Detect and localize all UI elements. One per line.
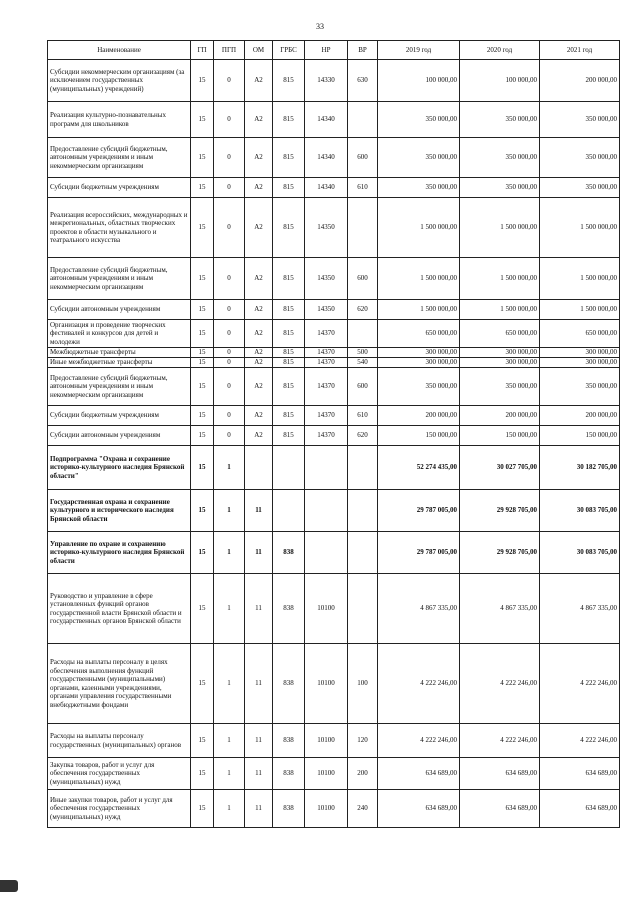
row-grbs: 815 [273, 198, 305, 258]
row-om: 11 [245, 574, 273, 644]
table-row [48, 60, 620, 102]
row-2020: 150 000,00 [460, 426, 540, 446]
row-vr: 240 [348, 790, 378, 828]
row-name: Субсидии бюджетным учреждениям [48, 406, 191, 426]
row-2020: 30 027 705,00 [460, 446, 540, 490]
row-name: Предоставление субсидий бюджетным, автономным учреждениям и иным некоммерческим организациям [48, 138, 191, 178]
row-2021: 1 500 000,00 [540, 198, 620, 258]
table-row [48, 724, 620, 758]
row-2019: 350 000,00 [378, 102, 460, 138]
header-pgp: ПГП [214, 41, 245, 60]
row-vr [348, 102, 378, 138]
row-nr: 14350 [305, 198, 348, 258]
row-grbs: 838 [273, 574, 305, 644]
row-nr: 14350 [305, 300, 348, 320]
header-nr: НР [305, 41, 348, 60]
table-row [48, 358, 620, 368]
row-gp: 15 [191, 198, 214, 258]
row-2021: 200 000,00 [540, 60, 620, 102]
row-name: Организация и проведение творческих фестивалей и конкурсов для детей и молодежи [48, 320, 191, 348]
table-row [48, 102, 620, 138]
row-2020: 350 000,00 [460, 368, 540, 406]
row-pgp: 0 [214, 426, 245, 446]
row-2020: 1 500 000,00 [460, 258, 540, 300]
table-row [48, 574, 620, 644]
row-name: Субсидии бюджетным учреждениям [48, 178, 191, 198]
row-pgp: 0 [214, 368, 245, 406]
row-name: Иные межбюджетные трансферты [48, 358, 191, 368]
row-vr [348, 490, 378, 532]
row-2020: 350 000,00 [460, 102, 540, 138]
row-2020: 4 222 246,00 [460, 644, 540, 724]
row-vr [348, 532, 378, 574]
table-row [48, 790, 620, 828]
row-2021: 4 867 335,00 [540, 574, 620, 644]
row-2019: 634 689,00 [378, 758, 460, 790]
row-name: Субсидии автономным учреждениям [48, 300, 191, 320]
row-pgp: 1 [214, 644, 245, 724]
row-2020: 300 000,00 [460, 348, 540, 358]
row-om: 11 [245, 724, 273, 758]
row-nr: 10100 [305, 790, 348, 828]
row-pgp: 1 [214, 532, 245, 574]
row-name: Иные закупки товаров, работ и услуг для обеспечения государственных (муниципальных) нужд [48, 790, 191, 828]
row-gp: 15 [191, 60, 214, 102]
row-gp: 15 [191, 446, 214, 490]
row-2019: 1 500 000,00 [378, 300, 460, 320]
row-vr: 610 [348, 406, 378, 426]
row-pgp: 1 [214, 574, 245, 644]
row-grbs: 815 [273, 300, 305, 320]
row-vr: 600 [348, 258, 378, 300]
row-nr: 10100 [305, 574, 348, 644]
row-2020: 29 928 705,00 [460, 490, 540, 532]
row-grbs: 815 [273, 358, 305, 368]
header-2021: 2021 год [540, 41, 620, 60]
row-grbs: 815 [273, 258, 305, 300]
row-2020: 300 000,00 [460, 358, 540, 368]
row-name: Предоставление субсидий бюджетным, автономным учреждениям и иным некоммерческим организациям [48, 368, 191, 406]
row-grbs: 838 [273, 532, 305, 574]
row-gp: 15 [191, 348, 214, 358]
table-row [48, 178, 620, 198]
row-grbs: 838 [273, 758, 305, 790]
row-2021: 30 083 705,00 [540, 490, 620, 532]
row-2021: 1 500 000,00 [540, 300, 620, 320]
row-vr: 600 [348, 138, 378, 178]
row-gp: 15 [191, 724, 214, 758]
row-om: А2 [245, 198, 273, 258]
row-vr [348, 446, 378, 490]
row-gp: 15 [191, 178, 214, 198]
row-2020: 1 500 000,00 [460, 300, 540, 320]
row-name: Субсидии некоммерческим организациям (за исключением государственных (муниципальных) учреждений) [48, 60, 191, 102]
row-2019: 634 689,00 [378, 790, 460, 828]
row-2021: 350 000,00 [540, 138, 620, 178]
header-grbs: ГРБС [273, 41, 305, 60]
row-name: Субсидии автономным учреждениям [48, 426, 191, 446]
row-2021: 4 222 246,00 [540, 724, 620, 758]
row-2019: 650 000,00 [378, 320, 460, 348]
row-2020: 4 222 246,00 [460, 724, 540, 758]
row-om: А2 [245, 138, 273, 178]
row-vr: 500 [348, 348, 378, 358]
row-vr [348, 320, 378, 348]
row-gp: 15 [191, 358, 214, 368]
row-pgp: 0 [214, 102, 245, 138]
table-row [48, 532, 620, 574]
row-pgp: 1 [214, 490, 245, 532]
row-om: 11 [245, 758, 273, 790]
row-pgp: 0 [214, 348, 245, 358]
row-vr [348, 574, 378, 644]
row-2020: 634 689,00 [460, 790, 540, 828]
row-name: Предоставление субсидий бюджетным, автономным учреждениям и иным некоммерческим организациям [48, 258, 191, 300]
row-vr: 620 [348, 300, 378, 320]
table-row [48, 258, 620, 300]
header-vr: ВР [348, 41, 378, 60]
row-pgp: 0 [214, 138, 245, 178]
row-2020: 634 689,00 [460, 758, 540, 790]
row-om: А2 [245, 358, 273, 368]
row-om: А2 [245, 426, 273, 446]
row-gp: 15 [191, 532, 214, 574]
scan-edge-mark [0, 880, 18, 892]
row-gp: 15 [191, 426, 214, 446]
row-2019: 1 500 000,00 [378, 198, 460, 258]
row-pgp: 0 [214, 60, 245, 102]
row-2020: 650 000,00 [460, 320, 540, 348]
row-gp: 15 [191, 406, 214, 426]
row-gp: 15 [191, 790, 214, 828]
row-2021: 30 083 705,00 [540, 532, 620, 574]
row-nr: 14370 [305, 320, 348, 348]
row-nr: 10100 [305, 758, 348, 790]
row-om: А2 [245, 258, 273, 300]
row-grbs: 815 [273, 138, 305, 178]
row-2019: 150 000,00 [378, 426, 460, 446]
row-2019: 4 222 246,00 [378, 644, 460, 724]
row-2021: 30 182 705,00 [540, 446, 620, 490]
row-2019: 1 500 000,00 [378, 258, 460, 300]
row-2021: 4 222 246,00 [540, 644, 620, 724]
row-grbs: 815 [273, 102, 305, 138]
row-gp: 15 [191, 574, 214, 644]
row-2020: 350 000,00 [460, 138, 540, 178]
row-om: 11 [245, 790, 273, 828]
row-nr: 14340 [305, 102, 348, 138]
row-gp: 15 [191, 758, 214, 790]
row-vr: 610 [348, 178, 378, 198]
row-2019: 350 000,00 [378, 138, 460, 178]
row-2021: 634 689,00 [540, 790, 620, 828]
row-name: Расходы на выплаты персоналу в целях обеспечения выполнения функций государственными (муниципальными) органами, казенными учреждениями, органами управления государственными внебюджетными фондами [48, 644, 191, 724]
row-pgp: 0 [214, 258, 245, 300]
row-vr: 630 [348, 60, 378, 102]
row-name: Руководство и управление в сфере установленных функций органов государственной власти Брянской области и государственных органов Брянской области [48, 574, 191, 644]
row-om: А2 [245, 178, 273, 198]
row-pgp: 1 [214, 790, 245, 828]
row-2021: 350 000,00 [540, 102, 620, 138]
row-name: Закупка товаров, работ и услуг для обеспечения государственных (муниципальных) нужд [48, 758, 191, 790]
row-2019: 200 000,00 [378, 406, 460, 426]
row-nr [305, 446, 348, 490]
row-gp: 15 [191, 102, 214, 138]
row-pgp: 1 [214, 758, 245, 790]
row-pgp: 0 [214, 300, 245, 320]
row-vr: 620 [348, 426, 378, 446]
row-gp: 15 [191, 258, 214, 300]
row-grbs: 815 [273, 60, 305, 102]
row-2021: 350 000,00 [540, 178, 620, 198]
row-nr: 14370 [305, 348, 348, 358]
row-nr: 14370 [305, 358, 348, 368]
row-2021: 150 000,00 [540, 426, 620, 446]
table-row [48, 138, 620, 178]
row-2021: 300 000,00 [540, 348, 620, 358]
row-2021: 1 500 000,00 [540, 258, 620, 300]
row-vr [348, 198, 378, 258]
row-grbs: 815 [273, 426, 305, 446]
row-nr: 14370 [305, 426, 348, 446]
row-gp: 15 [191, 138, 214, 178]
row-om: 11 [245, 532, 273, 574]
row-2021: 634 689,00 [540, 758, 620, 790]
row-pgp: 0 [214, 320, 245, 348]
row-vr: 540 [348, 358, 378, 368]
row-name: Расходы на выплаты персоналу государственных (муниципальных) органов [48, 724, 191, 758]
row-pgp: 0 [214, 198, 245, 258]
row-nr: 14350 [305, 258, 348, 300]
row-name: Подпрограмма "Охрана и сохранение историко-культурного наследия Брянской области" [48, 446, 191, 490]
row-2019: 52 274 435,00 [378, 446, 460, 490]
row-2019: 4 222 246,00 [378, 724, 460, 758]
row-pgp: 0 [214, 178, 245, 198]
table-row [48, 198, 620, 258]
row-grbs: 815 [273, 320, 305, 348]
row-vr: 100 [348, 644, 378, 724]
row-nr [305, 490, 348, 532]
row-gp: 15 [191, 300, 214, 320]
table-row [48, 348, 620, 358]
row-pgp: 1 [214, 724, 245, 758]
row-pgp: 0 [214, 406, 245, 426]
row-vr: 600 [348, 368, 378, 406]
row-vr: 200 [348, 758, 378, 790]
row-om: А2 [245, 368, 273, 406]
page-number: 33 [316, 22, 324, 31]
row-name: Управление по охране и сохранению историко-культурного наследия Брянской области [48, 532, 191, 574]
row-nr: 10100 [305, 644, 348, 724]
row-2019: 300 000,00 [378, 358, 460, 368]
row-grbs: 815 [273, 348, 305, 358]
header-2019: 2019 год [378, 41, 460, 60]
row-2021: 200 000,00 [540, 406, 620, 426]
row-grbs: 838 [273, 790, 305, 828]
row-grbs: 838 [273, 644, 305, 724]
row-nr: 10100 [305, 724, 348, 758]
row-2019: 350 000,00 [378, 368, 460, 406]
row-grbs: 815 [273, 406, 305, 426]
row-2021: 650 000,00 [540, 320, 620, 348]
row-nr: 14330 [305, 60, 348, 102]
row-2019: 350 000,00 [378, 178, 460, 198]
table-row [48, 644, 620, 724]
table-row [48, 406, 620, 426]
row-2019: 29 787 005,00 [378, 532, 460, 574]
row-om: 11 [245, 644, 273, 724]
header-2020: 2020 год [460, 41, 540, 60]
table-row [48, 320, 620, 348]
row-name: Реализация всероссийских, международных и межрегиональных, областных творческих проектов в области музыкального и театрального искусства [48, 198, 191, 258]
row-2020: 1 500 000,00 [460, 198, 540, 258]
row-2019: 29 787 005,00 [378, 490, 460, 532]
row-grbs [273, 446, 305, 490]
row-pgp: 1 [214, 446, 245, 490]
row-om: А2 [245, 320, 273, 348]
row-vr: 120 [348, 724, 378, 758]
row-gp: 15 [191, 320, 214, 348]
row-om: А2 [245, 300, 273, 320]
row-om: А2 [245, 348, 273, 358]
row-2020: 4 867 335,00 [460, 574, 540, 644]
table-header-row [48, 41, 620, 60]
row-2020: 350 000,00 [460, 178, 540, 198]
table-row [48, 758, 620, 790]
row-om: 11 [245, 490, 273, 532]
table-row [48, 490, 620, 532]
header-om: ОМ [245, 41, 273, 60]
row-om: А2 [245, 406, 273, 426]
row-name: Государственная охрана и сохранение культурного и исторического наследия Брянской области [48, 490, 191, 532]
table-row [48, 426, 620, 446]
row-gp: 15 [191, 368, 214, 406]
table-row [48, 300, 620, 320]
row-2021: 300 000,00 [540, 358, 620, 368]
row-2021: 350 000,00 [540, 368, 620, 406]
row-nr: 14340 [305, 138, 348, 178]
row-name: Реализация культурно-познавательных программ для школьников [48, 102, 191, 138]
row-om: А2 [245, 60, 273, 102]
table-row [48, 368, 620, 406]
row-pgp: 0 [214, 358, 245, 368]
header-name: Наименование [48, 41, 191, 60]
row-grbs: 815 [273, 178, 305, 198]
row-2020: 29 928 705,00 [460, 532, 540, 574]
row-grbs [273, 490, 305, 532]
row-2019: 4 867 335,00 [378, 574, 460, 644]
header-gp: ГП [191, 41, 214, 60]
row-nr: 14370 [305, 368, 348, 406]
row-2020: 200 000,00 [460, 406, 540, 426]
row-grbs: 815 [273, 368, 305, 406]
row-2020: 100 000,00 [460, 60, 540, 102]
row-grbs: 838 [273, 724, 305, 758]
row-name: Межбюджетные трансферты [48, 348, 191, 358]
row-nr [305, 532, 348, 574]
budget-table [47, 40, 620, 828]
row-nr: 14370 [305, 406, 348, 426]
table-row [48, 446, 620, 490]
row-gp: 15 [191, 490, 214, 532]
row-2019: 300 000,00 [378, 348, 460, 358]
row-2019: 100 000,00 [378, 60, 460, 102]
row-gp: 15 [191, 644, 214, 724]
row-om [245, 446, 273, 490]
row-om: А2 [245, 102, 273, 138]
row-nr: 14340 [305, 178, 348, 198]
